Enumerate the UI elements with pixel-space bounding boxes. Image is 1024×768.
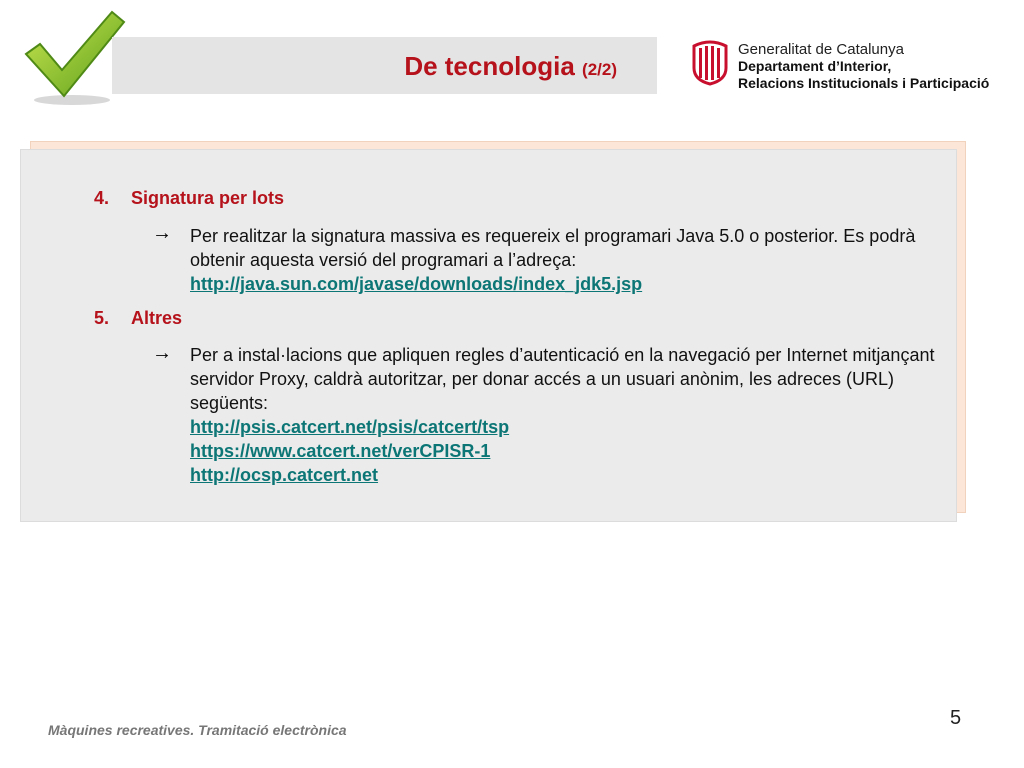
section-paragraph: Per a instal·lacions que apliquen regles d’autenticació en la navegació per Internet mitjançant servidor Proxy, caldrà autoritzar, per donar accés a un usuari anònim, les adreces (URL) següents: — [190, 345, 935, 413]
section-title: Altres — [131, 308, 183, 328]
org-line-1: Generalitat de Catalunya — [738, 41, 904, 58]
section-heading-signatura — [94, 188, 284, 209]
section-heading-altres — [94, 308, 182, 329]
arrow-right-icon: → — [152, 222, 172, 244]
vercpisr-link[interactable]: https://www.catcert.net/verCPISR-1 — [190, 441, 491, 461]
psis-tsp-link[interactable]: http://psis.catcert.net/psis/catcert/tsp — [190, 417, 510, 437]
section-number: 5. — [94, 308, 110, 328]
ocsp-link[interactable]: http://ocsp.catcert.net — [190, 465, 379, 485]
section-number: 4. — [94, 188, 110, 208]
section-title: Signatura per lots — [131, 188, 285, 208]
arrow-right-icon: → — [152, 342, 172, 364]
title-bar — [112, 37, 657, 94]
page-title — [404, 51, 617, 82]
org-line-3: Relacions Institucionals i Participació — [738, 75, 990, 91]
footer-caption: Màquines recreatives. Tramitació electrònica — [48, 722, 347, 738]
page-title-text: De tecnologia — [404, 51, 575, 81]
generalitat-logo-icon — [690, 40, 730, 86]
page-title-suffix: (2/2) — [582, 60, 617, 79]
section-text-altres — [190, 343, 950, 487]
org-line-2: Departament d’Interior, — [738, 58, 892, 74]
java-download-link[interactable]: http://java.sun.com/javase/downloads/index_jdk5.jsp — [190, 274, 643, 294]
section-text-signatura — [190, 224, 950, 296]
section-paragraph: Per realitzar la signatura massiva es requereix el programari Java 5.0 o posterior. Es podrà obtenir aquesta versió del programari a l’adreça: — [190, 226, 916, 270]
organization-name — [738, 41, 989, 92]
page-number: 5 — [950, 707, 962, 729]
